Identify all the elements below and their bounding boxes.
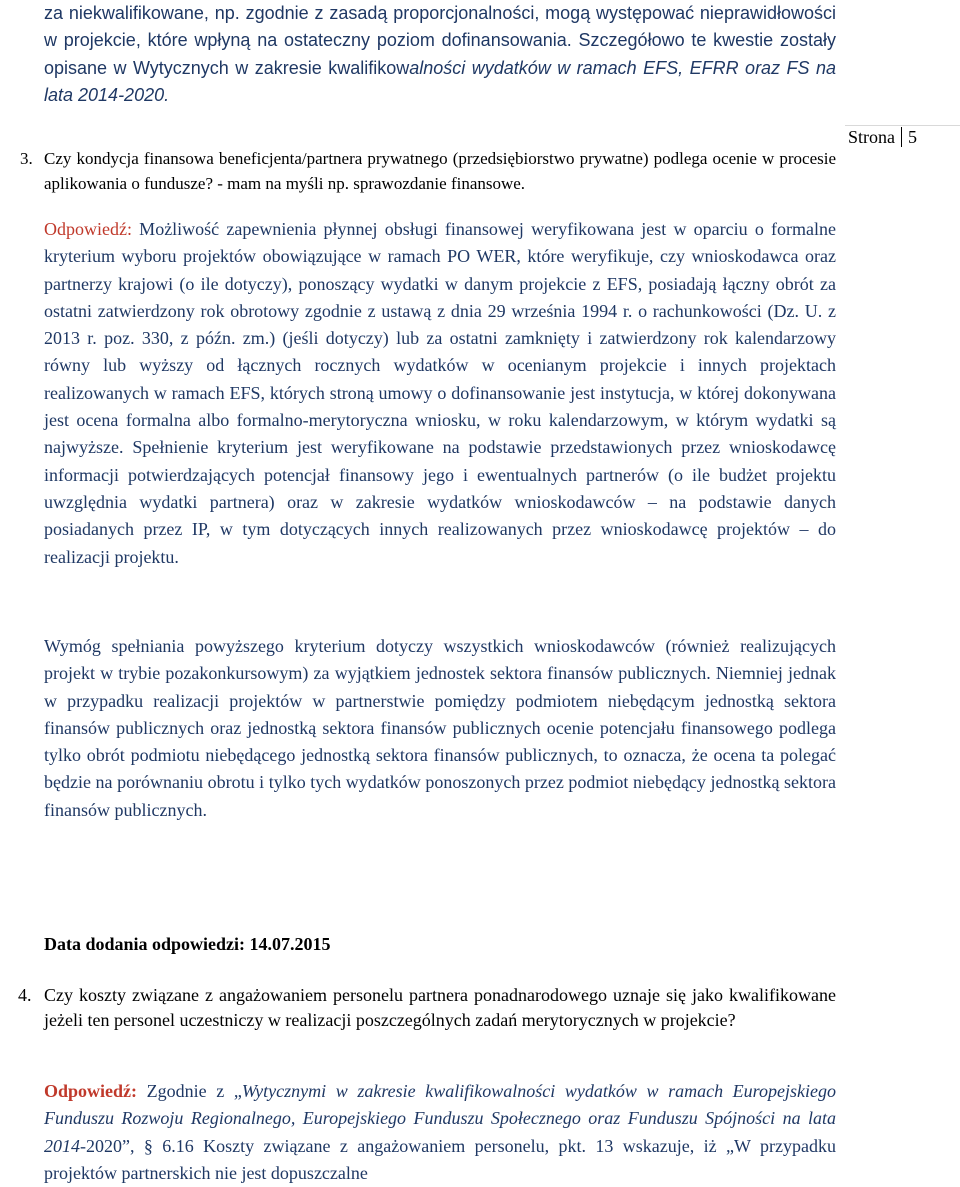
- page-number-value: 5: [908, 127, 917, 147]
- intro-text-2: alności wydatków w ramach EFS, EFRR oraz FS na lata 2014-2020.: [44, 57, 837, 105]
- question-4: [18, 983, 836, 1033]
- intro-paragraph: [44, 0, 836, 109]
- answer-label: Odpowiedź:: [44, 219, 132, 239]
- page-label: Strona: [848, 127, 895, 147]
- answer-text-italic: Wytycznymi w zakresie kwalifikowalności wydatków w ramach Europejskiego Funduszu Rozwoju Regionalnego, Europejskiego Funduszu Społecznego oraz Funduszu Spójności na lata 2014-: [44, 1081, 836, 1156]
- intro-text-1: za niekwalifikowane, np. zgodnie z zasadą proporcjonalności, mogą występować nieprawidłowości w projekcie, które wpłyną na ostateczny poziom dofinansowania. Szczegółowo te kwestie zostały opisane w Wytycznych w zakresie kwalifikow: [44, 3, 836, 78]
- answer-label: Odpowiedź:: [44, 1081, 138, 1101]
- question-number: 3.: [20, 149, 33, 168]
- page-header-rule: [845, 125, 960, 126]
- answer-text: Możliwość zapewnienia płynnej obsługi finansowej weryfikowana jest w oparciu o formalne kryterium wyboru projektów obowiązujące w ramach PO WER, które weryfikuje, czy wnioskodawca oraz partnerzy krajowi (o ile dotyczy), ponoszący wydatki w danym projekcie z EFS, posiadają łączny obrót za ostatni zatwierdzony rok obrotowy zgodnie z ustawą z dnia 29 września 1994 r. o rachunkowości (Dz. U. z 2013 r. poz. 330, z późn. zm.) (jeśli dotyczy) lub za ostatni zamknięty i zatwierdzony rok kalendarzowy równy lub wyższy od łącznych rocznych wydatków w ocenianym projekcie i innych projektach realizowanych w ramach EFS, których stroną umowy o dofinansowanie jest instytucja, w której dokonywana jest ocena formalna albo formalno-merytoryczna wniosku, w roku kalendarzowym, w którym wydatki są najwyższe. Spełnienie kryterium jest weryfikowane na podstawie przedstawionych przez wnioskodawcę informacji potwierdzających potencjał finansowy jego i ewentualnych partnerów (o ile budżet projektu uwzględnia wydatki partnera) oraz w zakresie wydatków wnioskodawców – na podstawie danych posiadanych przez IP, w tym dotyczących innych realizowanych przez wnioskodawcę projektów – do realizacji projektu.: [44, 219, 836, 567]
- answer-3: [44, 216, 836, 571]
- page-number: [848, 127, 917, 148]
- requirement-text: Wymóg spełniania powyższego kryterium dotyczy wszystkich wnioskodawców (również realizujących projekt w trybie pozakonkursowym) za wyjątkiem jednostek sektora finansów publicznych. Niemniej jednak w przypadku realizacji projektów w partnerstwie pomiędzy podmiotem niebędącym jednostką sektora finansów publicznych oraz jednostką sektora finansów publicznych ocenie potencjału finansowego podlega tylko obrót podmiotu niebędącego jednostką sektora finansów publicznych, to oznacza, że ocena ta polegać będzie na porównaniu obrotu i tylko tych wydatków ponoszonych przez podmiot niebędący jednostką sektora finansów publicznych.: [44, 636, 836, 820]
- answer-text-1: Zgodnie z „: [137, 1081, 242, 1101]
- question-3: [20, 146, 836, 196]
- date-added: Data dodania odpowiedzi: 14.07.2015: [44, 934, 331, 954]
- answer-4: [44, 1078, 836, 1187]
- question-number: 4.: [18, 985, 32, 1005]
- answer-text-2: 2020”, § 6.16 Koszty związane z angażowaniem personelu, pkt. 13 wskazuje, iż „W przypadku projektów partnerskich nie jest dopuszczalne: [44, 1135, 836, 1183]
- requirement-paragraph: [44, 633, 836, 824]
- page-separator: [901, 127, 902, 147]
- question-text: Czy koszty związane z angażowaniem personelu partnera ponadnarodowego uznaje się jako kwalifikowane jeżeli ten personel uczestniczy w realizacji poszczególnych zadań merytorycznych w projekcie?: [44, 985, 836, 1030]
- question-text: Czy kondycja finansowa beneficjenta/partnera prywatnego (przedsiębiorstwo prywatne) podlega ocenie w procesie aplikowania o fundusze? - mam na myśli np. sprawozdanie finansowe.: [44, 149, 836, 193]
